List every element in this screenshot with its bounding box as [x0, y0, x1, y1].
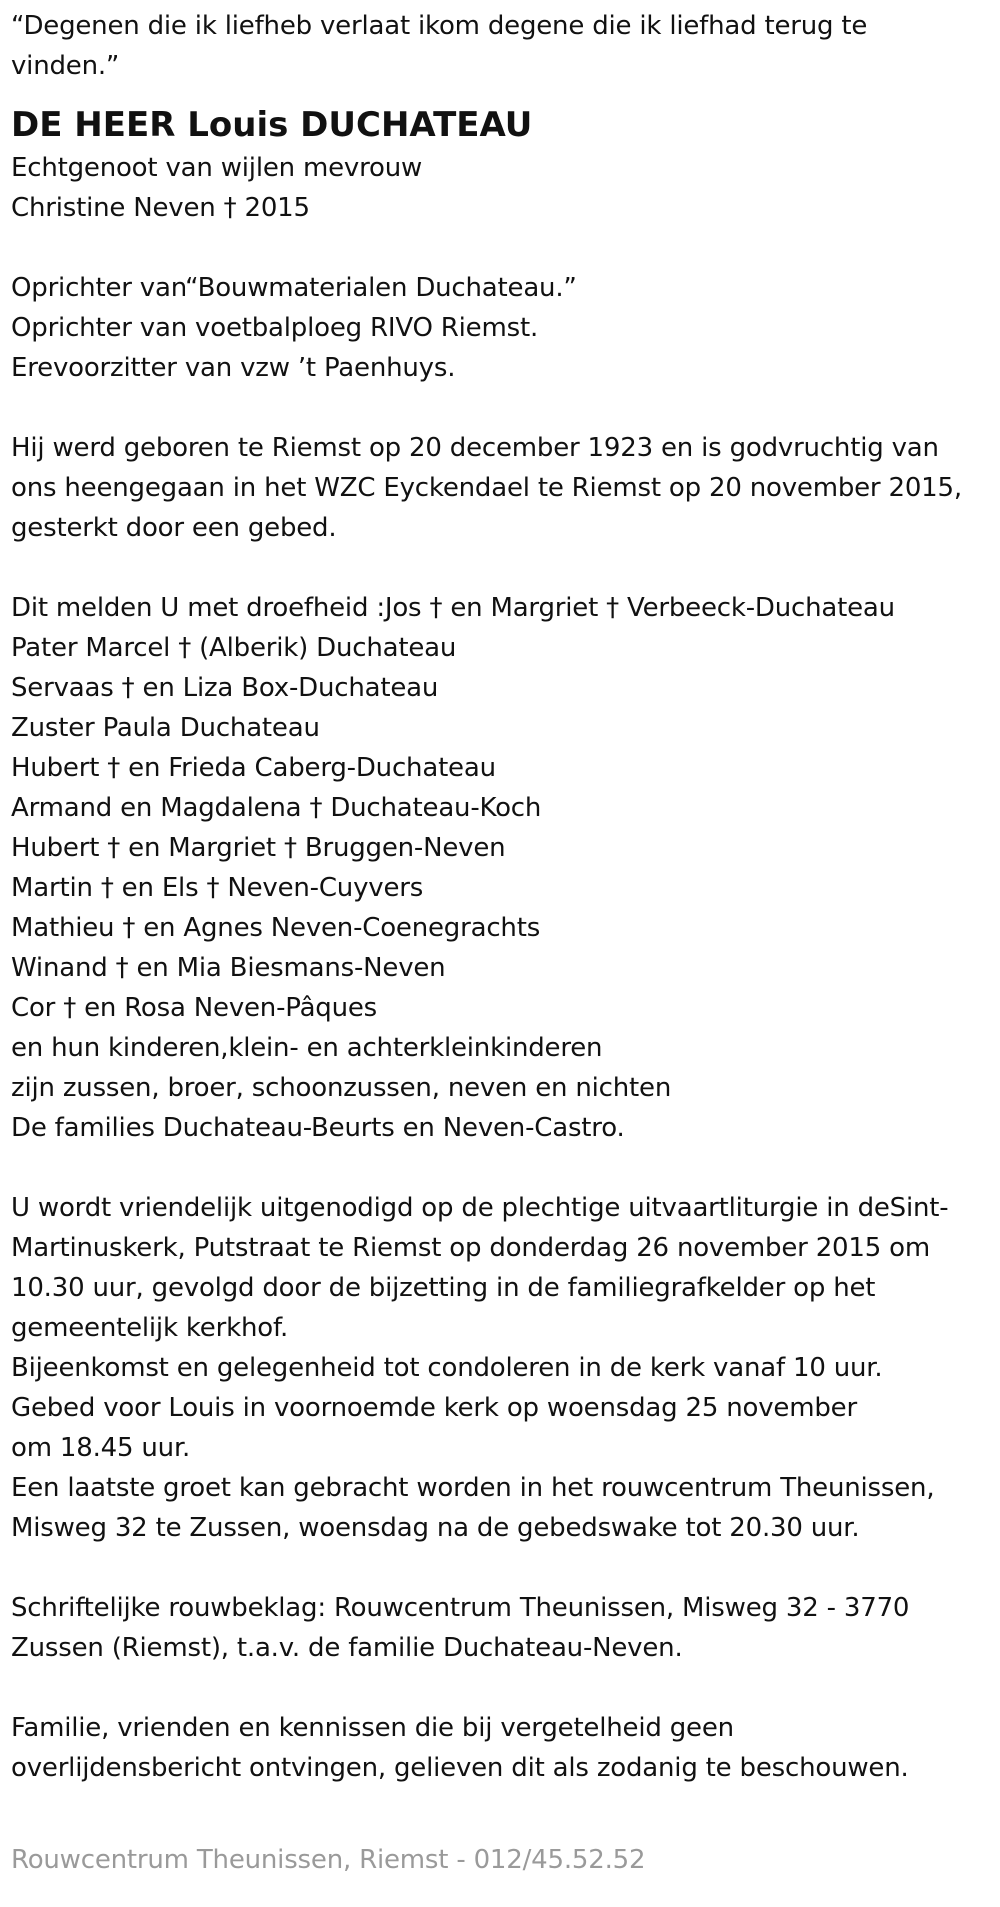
funeral-line: om 18.45 uur. [11, 1433, 191, 1463]
spouse-line: Echtgenoot van wijlen mevrouw [11, 153, 423, 183]
funeral-line: gemeentelijk kerkhof. [11, 1313, 289, 1343]
spacer [11, 228, 991, 268]
quote-line: “Degenen die ik liefheb verlaat ikom degene die ik liefhad terug te [11, 11, 868, 41]
closing-line: overlijdensbericht ontvingen, gelieven dit als zodanig te beschouwen. [11, 1753, 909, 1783]
spacer [11, 1548, 991, 1588]
funeral-line: Bijeenkomst en gelegenheid tot condoleren in de kerk vanaf 10 uur. [11, 1353, 883, 1383]
condolences-line: Schriftelijke rouwbeklag: Rouwcentrum Theunissen, Misweg 32 - 3770 [11, 1593, 910, 1623]
funeral-line: Misweg 32 te Zussen, woensdag na de gebedswake tot 20.30 uur. [11, 1513, 860, 1543]
family-line: en hun kinderen,klein- en achterkleinkinderen [11, 1033, 603, 1063]
funeral-line: Gebed voor Louis in voornoemde kerk op woensdag 25 november [11, 1393, 857, 1423]
funeral-block [11, 1188, 991, 1548]
spacer [11, 1148, 991, 1188]
role-line: Oprichter van“Bouwmaterialen Duchateau.” [11, 273, 577, 303]
role-line: Oprichter van voetbalploeg RIVO Riemst. [11, 313, 539, 343]
spouse-line: Christine Neven † 2015 [11, 193, 310, 223]
family-line: Winand † en Mia Biesmans-Neven [11, 953, 446, 983]
life-line: gesterkt door een gebed. [11, 513, 337, 543]
family-block [11, 588, 991, 1148]
family-line: Cor † en Rosa Neven-Pâques [11, 993, 378, 1023]
condolences-block [11, 1588, 991, 1668]
deceased-name: DE HEER Louis DUCHATEAU [11, 105, 533, 145]
life-line: Hij werd geboren te Riemst op 20 december 1923 en is godvruchtig van [11, 433, 939, 463]
family-line: Hubert † en Margriet † Bruggen-Neven [11, 833, 506, 863]
family-line: Dit melden U met droefheid :Jos † en Margriet † Verbeeck-Duchateau [11, 593, 895, 623]
funeral-line: U wordt vriendelijk uitgenodigd op de plechtige uitvaartliturgie in deSint- [11, 1193, 949, 1223]
family-line: zijn zussen, broer, schoonzussen, neven en nichten [11, 1073, 672, 1103]
spacer [11, 1788, 991, 1828]
family-line: Hubert † en Frieda Caberg-Duchateau [11, 753, 496, 783]
role-line: Erevoorzitter van vzw ’t Paenhuys. [11, 353, 456, 383]
quote [11, 6, 991, 86]
family-line: Pater Marcel † (Alberik) Duchateau [11, 633, 457, 663]
family-line: Zuster Paula Duchateau [11, 713, 320, 743]
quote-line: vinden.” [11, 51, 120, 81]
family-line: De families Duchateau-Beurts en Neven-Castro. [11, 1113, 625, 1143]
roles-block [11, 268, 991, 388]
funeral-line: Martinuskerk, Putstraat te Riemst op donderdag 26 november 2015 om [11, 1233, 930, 1263]
life-line: ons heengegaan in het WZC Eyckendael te Riemst op 20 november 2015, [11, 473, 962, 503]
spacer [11, 548, 991, 588]
family-line: Martin † en Els † Neven-Cuyvers [11, 873, 424, 903]
condolences-line: Zussen (Riemst), t.a.v. de familie Duchateau-Neven. [11, 1633, 683, 1663]
family-line: Mathieu † en Agnes Neven-Coenegrachts [11, 913, 541, 943]
life-block [11, 428, 991, 548]
family-line: Armand en Magdalena † Duchateau-Koch [11, 793, 542, 823]
spouse-block [11, 148, 991, 228]
funeral-line: 10.30 uur, gevolgd door de bijzetting in de familiegrafkelder op het [11, 1273, 876, 1303]
closing-line: Familie, vrienden en kennissen die bij vergetelheid geen [11, 1713, 734, 1743]
closing-block [11, 1708, 991, 1788]
family-line: Servaas † en Liza Box-Duchateau [11, 673, 439, 703]
obituary-notice [11, 6, 991, 1880]
spacer [11, 388, 991, 428]
funeral-home-footer: Rouwcentrum Theunissen, Riemst - 012/45.52.52 [11, 1845, 646, 1875]
funeral-line: Een laatste groet kan gebracht worden in het rouwcentrum Theunissen, [11, 1473, 935, 1503]
spacer [11, 1668, 991, 1708]
